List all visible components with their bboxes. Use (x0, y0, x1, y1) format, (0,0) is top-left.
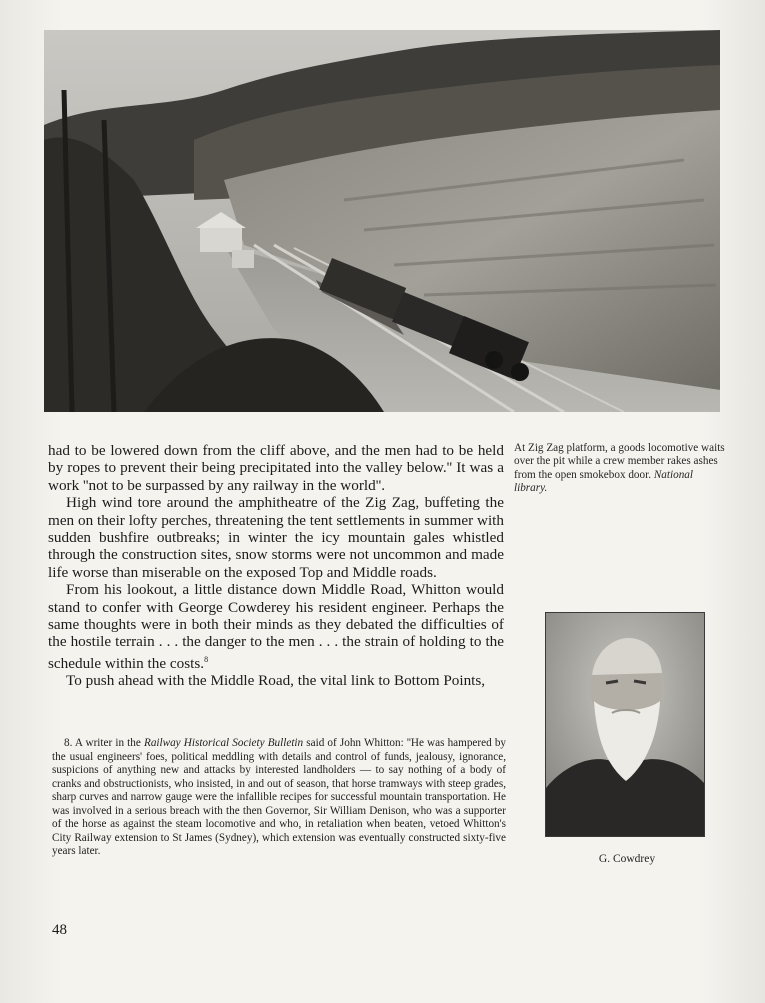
footnote-lead: A writer in the (74, 737, 141, 749)
portrait-caption: G. Cowdrey (598, 853, 656, 865)
body-text-column (48, 442, 504, 690)
body-paragraph-4: To push ahead with the Middle Road, the vital link to Bottom Points, (66, 672, 486, 690)
body-paragraph-2: High wind tore around the amphitheatre of the Zig Zag, buffeting the men on their lofty perches, threatening the tent settlements in summer with sudden bushfire outbreaks; in winter the icy mountain gales whistled through the construction sites, snow storms were not uncommon and made life worse than miserable on the exposed Top and Middle roads. (48, 494, 504, 581)
footnote-paragraph (52, 737, 506, 859)
body-paragraph-3-text: From his lookout, a little distance down Middle Road, Whitton would stand to confer with George Cowderey his resident engineer. Perhaps the same thoughts were in both their minds as they debated the difficulties of the hostile terrain . . . the danger to the men . . . the strain of holding to the schedule within the costs. (48, 581, 504, 672)
footnote-reference: 8 (204, 654, 209, 664)
photo-caption (514, 442, 728, 496)
footnote-text: said of John Whitton: ''He was hampered by the usual engineers' foes, political meddling with details and control of funds, jealousy, ignorance, suspicions of anything new and attacks by interested landholders — to say nothing of a body of cranks and obstructionists, who insisted, in and out of season, that horse tramways with steep grades, sharp curves and narrow gauge were the infallible recipes for successful mountain transportation. He was involved in a serious breach with the then Governor, Sir William Denison, who was a supporter of the horse as against the steam locomotive and who, in retaliation when beaten, vetoed Whitton's City Railway extension to St James (Sydney), which extension was eventually constructed sixty-five years later. (52, 737, 507, 857)
photo-credit: National library. (514, 468, 693, 495)
page-number: 48 (52, 922, 67, 938)
footnote-number: 8. (64, 737, 73, 749)
photo-illustration (44, 30, 720, 412)
portrait-illustration (546, 613, 704, 836)
zig-zag-platform-photo (44, 30, 720, 412)
footnote-publication: Railway Historical Society Bulletin (143, 737, 304, 749)
photo-caption-text: At Zig Zag platform, a goods locomotive waits over the pit while a crew member rakes ashes from the open smokebox door. (514, 442, 725, 481)
body-paragraph-3 (48, 581, 504, 672)
cowdrey-portrait-photo (545, 612, 705, 837)
footnote-8 (52, 737, 506, 859)
body-paragraph-1: had to be lowered down from the cliff above, and the men had to be held by ropes to prevent their being precipitated into the valley below.'' It was a work ''not to be surpassed by any railway in the world''. (48, 442, 504, 494)
